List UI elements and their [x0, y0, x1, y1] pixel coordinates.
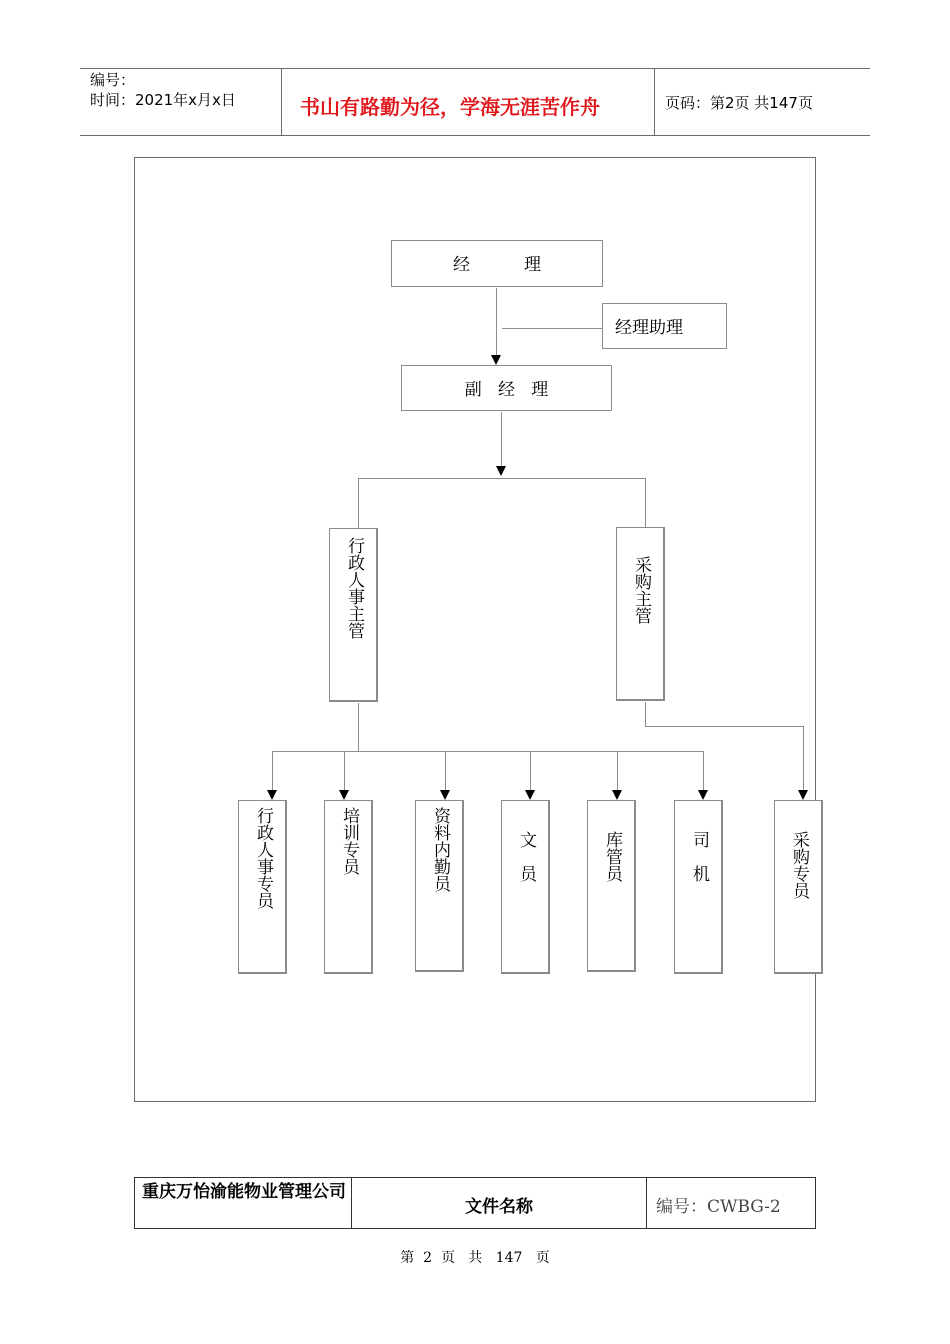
- purchase-supervisor-box: [616, 527, 665, 701]
- footer-company: 重庆万怡渝能物业管理公司: [142, 1182, 346, 1202]
- header-slogan: 书山有路勤为径，学海无涯苦作舟: [300, 95, 600, 119]
- assistant-box: [602, 303, 727, 349]
- footer-code: 编号：CWBG-2: [656, 1197, 781, 1217]
- staff-box-admin: [238, 800, 287, 974]
- arrow-down-icon: [698, 790, 708, 800]
- staff-box-driver: [674, 800, 723, 974]
- connector-staff-2: [344, 751, 345, 791]
- staff-label: 行政人事专员: [253, 807, 273, 909]
- deputy-label: 副 经 理: [464, 380, 549, 400]
- doc-time-label: 时间：2021年x月x日: [90, 91, 236, 109]
- arrow-down-icon: [798, 790, 808, 800]
- staff-label: 文 员: [516, 831, 536, 882]
- manager-label: 经 理: [452, 255, 542, 275]
- connector-staff-bar: [272, 751, 703, 752]
- page-footer-line: 第 2 页 共 147 页: [400, 1250, 550, 1266]
- page-info: 页码：第2页 共147页: [665, 94, 813, 112]
- staff-box-purchase: [774, 800, 823, 974]
- arrow-down-icon: [440, 790, 450, 800]
- arrow-down-icon: [339, 790, 349, 800]
- staff-label: 采购专员: [789, 831, 809, 899]
- staff-box-training: [324, 800, 373, 974]
- connector-staff-6: [703, 751, 704, 791]
- staff-box-records: [415, 800, 464, 972]
- connector-purchase-down: [645, 702, 646, 726]
- staff-label: 司 机: [689, 831, 709, 882]
- connector-purchase-drop: [645, 478, 646, 528]
- connector-admin-drop: [358, 478, 359, 529]
- staff-label: 库管员: [602, 831, 622, 882]
- deputy-box: [401, 365, 612, 411]
- connector-staff-4: [530, 751, 531, 791]
- connector-staff-5: [617, 751, 618, 791]
- admin-supervisor-label: 行政人事主管: [344, 537, 364, 639]
- footer-doc-name: 文件名称: [465, 1197, 533, 1217]
- assistant-label: 经理助理: [615, 318, 683, 338]
- header-divider-1: [281, 68, 282, 136]
- connector-deputy-down: [501, 412, 502, 468]
- purchase-supervisor-label: 采购主管: [631, 556, 651, 624]
- header-divider-2: [654, 68, 655, 136]
- connector-assistant: [502, 328, 603, 329]
- admin-supervisor-box: [329, 528, 378, 702]
- connector-staff-3: [445, 751, 446, 791]
- arrow-down-icon: [612, 790, 622, 800]
- staff-label: 资料内勤员: [430, 807, 450, 892]
- doc-number-label: 编号：: [90, 71, 136, 89]
- arrow-down-icon: [491, 355, 501, 365]
- arrow-down-icon: [267, 790, 277, 800]
- staff-label: 培训专员: [339, 807, 359, 875]
- connector-supervisors-bar: [358, 478, 645, 479]
- connector-purchase-staff: [803, 726, 804, 790]
- arrow-down-icon: [496, 466, 506, 476]
- staff-box-clerk: [501, 800, 550, 974]
- manager-box: [391, 240, 603, 287]
- footer-divider-2: [646, 1177, 647, 1228]
- header-top-rule: [80, 68, 870, 69]
- staff-box-warehouse: [587, 800, 636, 972]
- connector-admin-staff: [358, 703, 359, 751]
- arrow-down-icon: [525, 790, 535, 800]
- connector-staff-1: [272, 751, 273, 791]
- connector-purchase-right: [645, 726, 803, 727]
- header-bottom-rule: [80, 135, 870, 136]
- connector-manager-deputy: [496, 288, 497, 356]
